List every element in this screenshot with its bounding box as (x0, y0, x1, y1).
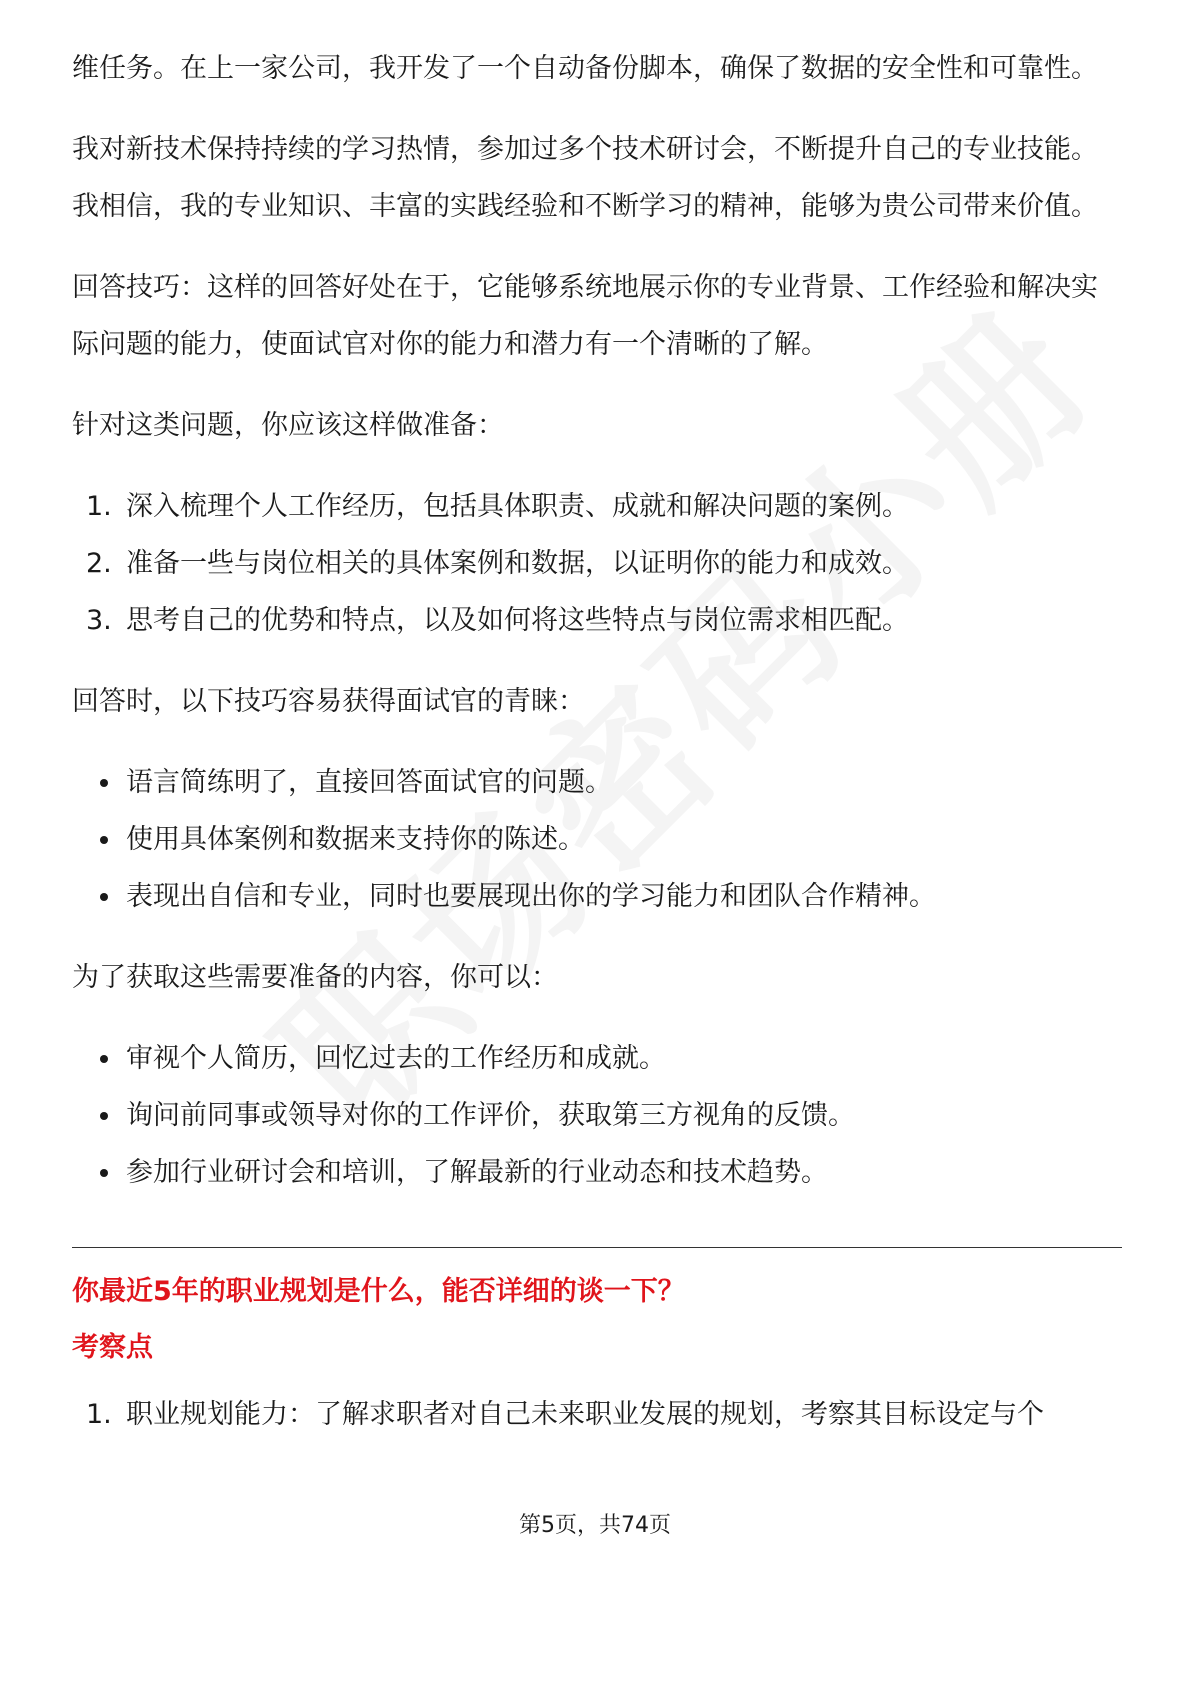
list-item (72, 535, 1122, 592)
section-subheading: 考察点 (72, 1332, 153, 1363)
bullet-icon (100, 1112, 108, 1120)
document-body (72, 40, 1122, 1467)
list-number: 1. (86, 491, 112, 522)
list-item (72, 1087, 1122, 1144)
list-item (72, 811, 1122, 868)
bullet-icon (100, 779, 108, 787)
list-item-text: 询问前同事或领导对你的工作评价，获取第三方视角的反馈。 (126, 1100, 855, 1131)
paragraph-prep-intro: 针对这类问题，你应该这样做准备： (72, 410, 504, 441)
list-number: 3. (86, 605, 112, 636)
assessment-points-list (72, 1386, 1122, 1443)
list-item (72, 1030, 1122, 1087)
bullet-icon (100, 1169, 108, 1177)
paragraph-answer-tip: 回答技巧：这样的回答好处在于，它能够系统地展示你的专业背景、工作经验和解决实际问题的能力，使面试官对你的能力和潜力有一个清晰的了解。 (72, 272, 1098, 360)
list-number: 2. (86, 548, 112, 579)
list-item (72, 1386, 1122, 1443)
question-title: 你最近5年的职业规划是什么，能否详细的谈一下？ (72, 1276, 685, 1307)
paragraph-continuation: 维任务。在上一家公司，我开发了一个自动备份脚本，确保了数据的安全性和可靠性。 (72, 53, 1098, 84)
paragraph-sources-intro: 为了获取这些需要准备的内容，你可以： (72, 962, 558, 993)
bullet-icon (100, 893, 108, 901)
section-divider (72, 1247, 1122, 1248)
list-item (72, 592, 1122, 649)
list-item-text: 使用具体案例和数据来支持你的陈述。 (126, 824, 585, 855)
list-item (72, 1144, 1122, 1201)
bullet-icon (100, 836, 108, 844)
list-item-text: 参加行业研讨会和培训，了解最新的行业动态和技术趋势。 (126, 1157, 828, 1188)
prep-list (72, 478, 1122, 649)
tips-list (72, 754, 1122, 925)
paragraph-learning: 我对新技术保持持续的学习热情，参加过多个技术研讨会，不断提升自己的专业技能。我相信，我的专业知识、丰富的实践经验和不断学习的精神，能够为贵公司带来价值。 (72, 134, 1098, 222)
page-number: 第5页，共74页 (519, 1513, 671, 1538)
list-item-text: 语言简练明了，直接回答面试官的问题。 (126, 767, 612, 798)
list-number: 1. (86, 1399, 112, 1430)
list-item-text: 深入梳理个人工作经历，包括具体职责、成就和解决问题的案例。 (126, 491, 909, 522)
sources-list (72, 1030, 1122, 1201)
list-item-text: 准备一些与岗位相关的具体案例和数据，以证明你的能力和成效。 (126, 548, 909, 579)
list-item (72, 754, 1122, 811)
list-item-text: 思考自己的优势和特点，以及如何将这些特点与岗位需求相匹配。 (126, 605, 909, 636)
list-item-text: 职业规划能力：了解求职者对自己未来职业发展的规划，考察其目标设定与个 (126, 1399, 1044, 1430)
list-item (72, 478, 1122, 535)
list-item-text: 表现出自信和专业，同时也要展现出你的学习能力和团队合作精神。 (126, 881, 936, 912)
list-item (72, 868, 1122, 925)
paragraph-tips-intro: 回答时，以下技巧容易获得面试官的青睐： (72, 686, 585, 717)
list-item-text: 审视个人简历，回忆过去的工作经历和成就。 (126, 1043, 666, 1074)
bullet-icon (100, 1055, 108, 1063)
